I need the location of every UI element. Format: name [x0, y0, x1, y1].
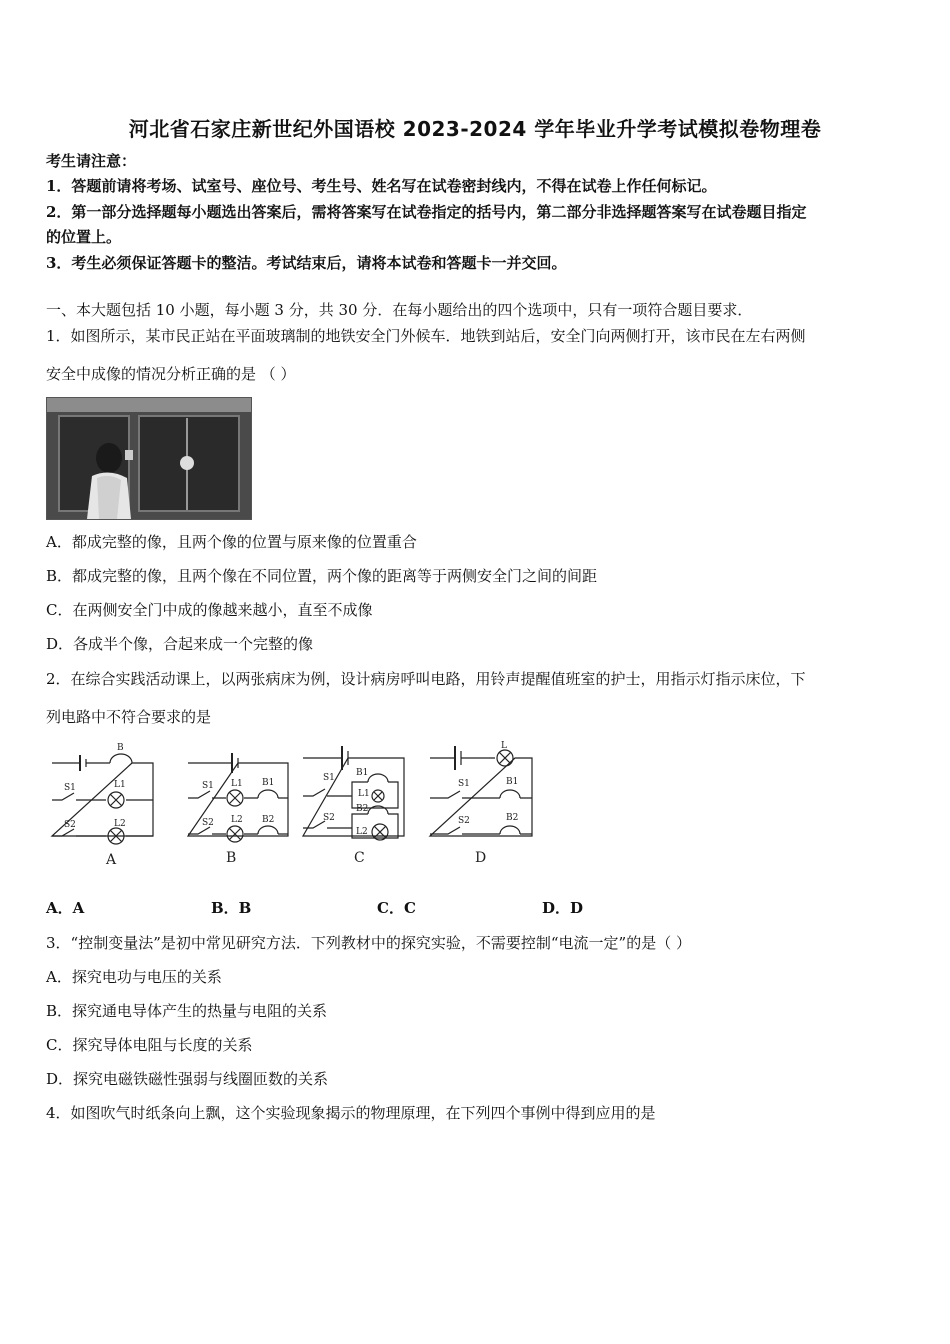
q1-option-b: B．都成完整的像，且两个像在不同位置，两个像的距离等于两侧安全门之间的间距	[46, 567, 598, 585]
notice-item: 的位置上。	[46, 228, 122, 246]
q1-stem: 1．如图所示，某市民正站在平面玻璃制的地铁安全门外候车．地铁到站后，安全门向两侧打开，该市民在左右两侧	[46, 327, 806, 345]
q2-option-c: C．C	[377, 899, 416, 917]
label-b1: B1	[356, 768, 369, 778]
label-b1: B1	[506, 777, 519, 787]
circuit-d	[430, 741, 532, 866]
q2-stem: 2．在综合实践活动课上，以两张病床为例，设计病房呼叫电路，用铃声提醒值班室的护士，用指示灯指示床位，下	[46, 670, 806, 688]
q1-option-a: A．都成完整的像，且两个像的位置与原来像的位置重合	[46, 533, 417, 551]
q3-option-b: B．探究通电导体产生的热量与电阻的关系	[46, 1002, 328, 1020]
q3-option-d: D．探究电磁铁磁性强弱与线圈匝数的关系	[46, 1070, 329, 1088]
page-title: 河北省石家庄新世纪外国语校 2023-2024 学年毕业升学考试模拟卷物理卷	[128, 117, 822, 141]
label-s1: S1	[458, 779, 470, 789]
section-heading: 一、本大题包括 10 小题，每小题 3 分，共 30 分．在每小题给出的四个选项中，只有一项符合题目要求．	[46, 301, 753, 319]
circuit-label-c: C	[354, 850, 365, 866]
q1-stem: 安全中成像的情况分析正确的是 （ ）	[46, 365, 296, 383]
circuit-label-b: B	[226, 850, 237, 866]
label-s2: S2	[458, 816, 470, 826]
circuit-b	[188, 753, 288, 866]
notice-item: 3．考生必须保证答题卡的整洁。考试结束后，请将本试卷和答题卡一并交回。	[46, 254, 567, 272]
q3-stem: 3．“控制变量法”是初中常见研究方法．下列教材中的探究实验，不需要控制“电流一定”的是（ ）	[46, 934, 691, 952]
label-s2: S2	[64, 820, 76, 830]
label-b1: B1	[262, 778, 275, 788]
label-b2: B2	[262, 815, 275, 825]
q2-option-b: B．B	[211, 899, 252, 917]
label-s1: S1	[64, 783, 76, 793]
notice-heading: 考生请注意：	[46, 152, 137, 170]
label-s2: S2	[323, 813, 335, 823]
label-b2: B2	[356, 804, 369, 814]
circuit-c	[303, 746, 404, 866]
q2-option-d: D．D	[542, 899, 584, 917]
label-b: B	[117, 743, 124, 753]
q4-stem: 4．如图吹气时纸条向上飘，这个实验现象揭示的物理原理，在下列四个事例中得到应用的是	[46, 1104, 656, 1122]
label-l1: L1	[358, 789, 370, 799]
label-s2: S2	[202, 818, 214, 828]
label-l2: L2	[356, 827, 368, 837]
q1-option-c: C．在两侧安全门中成的像越来越小，直至不成像	[46, 601, 373, 619]
circuit-a	[52, 743, 153, 868]
label-l1: L1	[114, 780, 126, 790]
label-l: L	[501, 741, 507, 751]
label-l2: L2	[114, 819, 126, 829]
subway-door-photo	[46, 397, 252, 520]
q2-option-a: A．A	[46, 899, 85, 917]
label-s1: S1	[202, 781, 214, 791]
q2-stem: 列电路中不符合要求的是	[46, 708, 212, 726]
q3-option-c: C．探究导体电阻与长度的关系	[46, 1036, 253, 1054]
q1-option-d: D．各成半个像，合起来成一个完整的像	[46, 635, 314, 653]
label-l2: L2	[231, 815, 243, 825]
label-b2: B2	[506, 813, 519, 823]
circuit-label-a: A	[106, 852, 117, 868]
circuit-diagrams	[40, 738, 560, 870]
notice-item: 2．第一部分选择题每小题选出答案后，需将答案写在试卷指定的括号内，第二部分非选择题答案写在试卷题目指定	[46, 203, 807, 221]
notice-item: 1．答题前请将考场、试室号、座位号、考生号、姓名写在试卷密封线内，不得在试卷上作任何标记。	[46, 177, 717, 195]
label-s1: S1	[323, 773, 335, 783]
circuit-label-d: D	[475, 850, 487, 866]
label-l1: L1	[231, 779, 243, 789]
q3-option-a: A．探究电功与电压的关系	[46, 968, 222, 986]
